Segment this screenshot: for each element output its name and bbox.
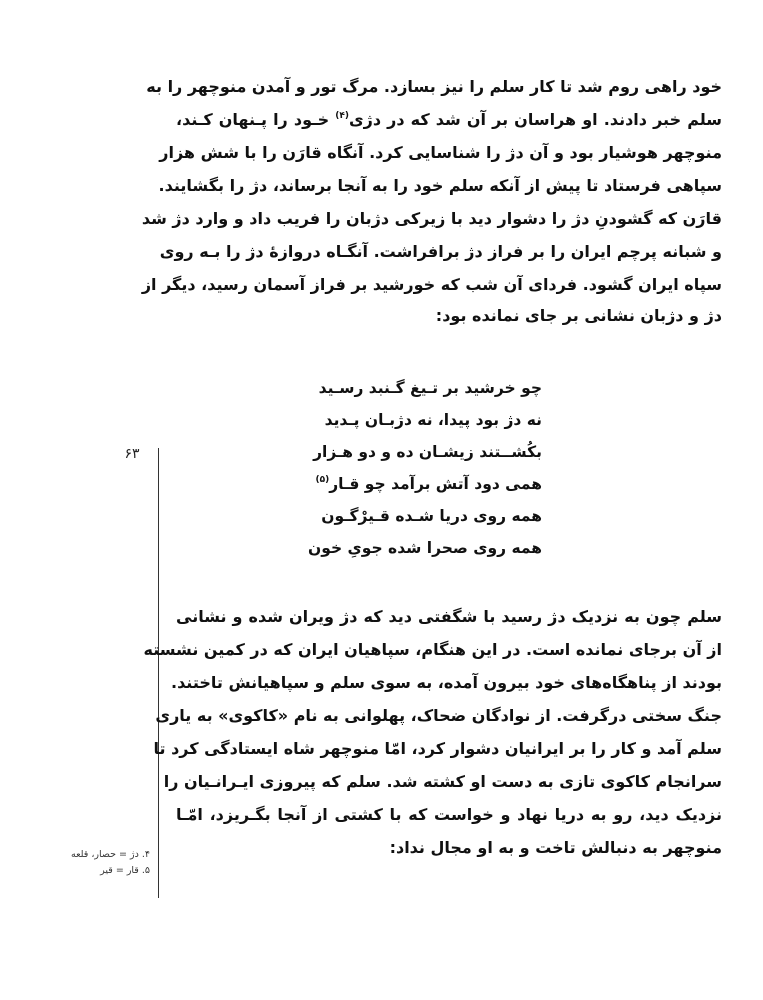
page-number: ۶۳ (124, 446, 140, 462)
verse-line: چو خرشید بر تـیغ گـنبد رسـید (318, 379, 542, 397)
paragraph-line-text: سلم خبر دادند. او هراسان بر آن شد که در دژی (348, 110, 723, 129)
verse-line: بکُشــتند زیشـان ده و دو هـزار (313, 443, 542, 461)
paragraph-line: منوچهر به دنبالش تاخت و به او مجال نداد: (389, 838, 722, 857)
verse-block (278, 372, 542, 564)
footnote-4: ۴. دژ = حصار، قلعه (70, 849, 150, 860)
paragraph-line: منوچهر هوشیار بود و آن دژ را شناسایی کرد. آنگاه قارَن را با شش هزار (159, 143, 722, 162)
footnotes (40, 847, 150, 879)
paragraph-line-text: خـود را پـنهان کـند، (176, 110, 336, 129)
paragraph-line: جنگ سختی درگرفت. از نوادگان ضحاک، پهلوانی به نام «کاکوی» به یاری (155, 706, 722, 725)
paragraph-line: و شبانه پرچم ایران را بر فراز دژ برافراشت. آنگـاه دروازۀ دژ را بـه روی (159, 242, 722, 261)
footnote-marker-4: (۴) (335, 111, 349, 121)
paragraph-line: سلم چون به نزدیک دژ رسید با شگفتی دید که دژ ویران شده و نشانی (176, 607, 722, 626)
paragraph-line: قارَن که گشودنِ دژ را دشوار دید با زیرکی دژبان را فریب داد و وارد دژ شد (141, 209, 722, 228)
paragraph-line: خود راهی روم شد تا کار سلم را نیز بسازد. مرگ تور و آمدن منوچهر را به (146, 77, 722, 96)
paragraph-line: سپاه ایران گشود. فردای آن شب که خورشید بر فراز آسمان رسید، دیگر از (141, 275, 722, 294)
paragraph-2 (143, 600, 722, 864)
verse-line: همه روی صحرا شده جویِ خون (308, 539, 542, 557)
verse-line-text: همی دود آتش برآمد چو قـار (329, 475, 542, 493)
verse-line: نه دژ بود پیدا، نه دژبـان پـدید (324, 411, 542, 429)
paragraph-line: نزدیک دید، رو به دریا نهاد و خواست که با کشتی از آنجا بگـریزد، امّـا (176, 805, 722, 824)
paragraph-line (176, 103, 722, 136)
footnote-5: ۵. قار = قیر (100, 865, 150, 876)
paragraph-line: سلم آمد و کار را بر ایرانیان دشوار کرد، امّا منوچهر شاه ایستادگی کرد تا (153, 739, 722, 758)
verse-line (278, 468, 542, 500)
paragraph-1 (141, 70, 723, 331)
paragraph-line: سپاهی فرستاد تا پیش از آنکه سلم خود را به آنجا برساند، دژ را بگشایند. (158, 176, 722, 195)
paragraph-line: سرانجام کاکوی تازی به دست او کشته شد. سلم که پیروزی ایـرانـیان را (163, 772, 722, 791)
paragraph-line: از آن برجای نمانده است. در این هنگام، سپاهیان ایران که در کمین نشسته (143, 640, 722, 659)
paragraph-line: دژ و دژبان نشانی بر جای نمانده بود: (435, 306, 722, 325)
margin-rule (158, 448, 159, 898)
paragraph-line: بودند از پناهگاه‌های خود بیرون آمده، به سوی سلم و سپاهیانش تاختند. (170, 673, 722, 692)
footnote-marker-5: (۵) (315, 475, 330, 485)
verse-line: همه روی دریا شـده قـیرْگـون (321, 507, 542, 525)
